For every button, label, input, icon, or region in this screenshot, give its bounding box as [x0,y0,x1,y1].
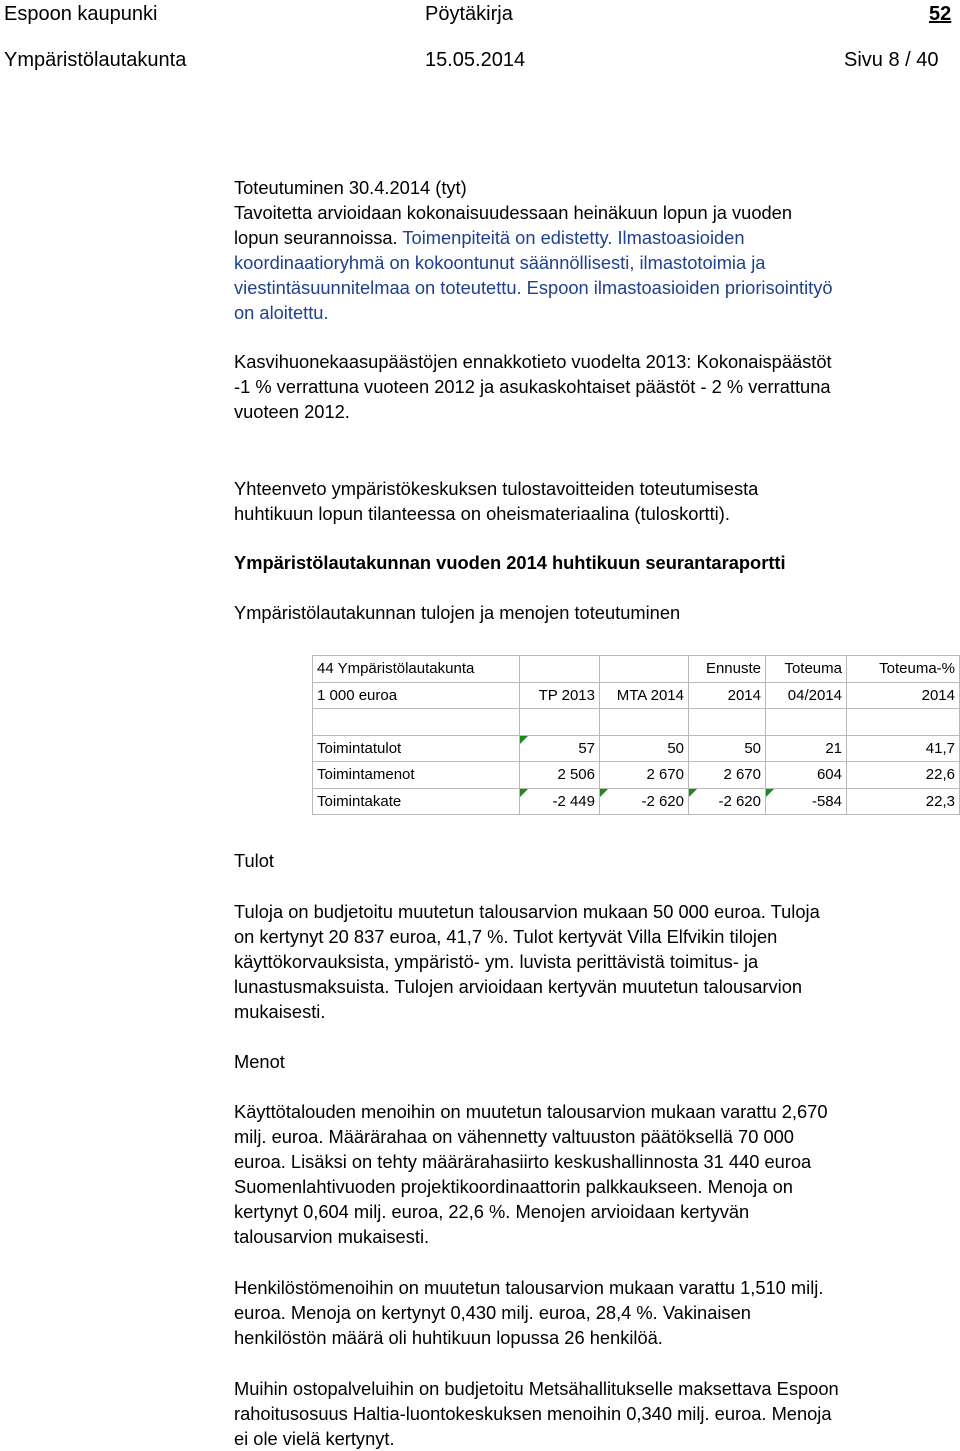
emissions-line: Kasvihuonekaasupäästöjen ennakkotieto vuodelta 2013: Kokonaispäästöt [234,351,832,372]
table-cell [766,709,847,736]
table-cell: 604 [766,762,847,789]
table-cell: 04/2014 [766,682,847,709]
table-cell-flagged: -2 620 [689,788,766,815]
finance-table [312,655,960,815]
table-cell-flagged: -584 [766,788,847,815]
table-cell-flagged: -2 620 [600,788,689,815]
header-org: Espoon kaupunki [4,3,158,25]
table-cell [600,656,689,683]
table-cell: 21 [766,735,847,762]
table-row [313,788,960,815]
table-cell [313,709,520,736]
table-row [313,762,960,789]
menot-line: rahoitusosuus Haltia-luontokeskuksen menoihin 0,340 milj. euroa. Menoja [234,1403,832,1424]
intro-line-blue-part: Toimenpiteitä on edistetty. Ilmastoasioiden [402,227,745,248]
intro-line-blue: viestintäsuunnitelmaa on toteutettu. Espoon ilmastoasioiden priorisointityö [234,277,833,298]
menot-line: Henkilöstömenoihin on muutetun talousarvion mukaan varattu 1,510 milj. [234,1277,824,1298]
menot-line: Muihin ostopalveluihin on budjetoitu Metsähallitukselle maksettava Espoon [234,1378,839,1399]
menot-line: talousarvion mukaisesti. [234,1226,430,1247]
intro-line-blue: koordinaatioryhmä on kokoontunut säännöllisesti, ilmastotoimia ja [234,252,766,273]
table-row-label: Toimintamenot [313,762,520,789]
menot-paragraph-1 [234,1099,828,1249]
menot-line: ei ole vielä kertynyt. [234,1428,395,1449]
tulot-line: lunastusmaksuista. Tulojen arvioidaan kertyvän muutetun talousarvion [234,976,803,997]
table-cell: 22,3 [847,788,960,815]
table-cell [847,709,960,736]
tulot-paragraph [234,899,820,1024]
header-section-number: 52 [929,3,952,25]
section-subtitle: Ympäristölautakunnan tulojen ja menojen toteutuminen [234,602,681,623]
menot-heading: Menot [234,1051,285,1072]
emissions-line: vuoteen 2012. [234,401,350,422]
intro-line-blue: on aloitettu. [234,302,329,323]
header-date: 15.05.2014 [425,49,526,71]
tulot-line: Tuloja on budjetoitu muutetun talousarvion mukaan 50 000 euroa. Tuloja [234,901,820,922]
table-cell-flagged: -2 449 [520,788,600,815]
menot-line: kertynyt 0,604 milj. euroa, 22,6 %. Menojen arvioidaan kertyvän [234,1201,750,1222]
header-doc-type: Pöytäkirja [425,3,513,25]
table-cell: 2 506 [520,762,600,789]
emissions-line: -1 % verrattuna vuoteen 2012 ja asukaskohtaiset päästöt - 2 % verrattuna [234,376,831,397]
table-header-row [313,682,960,709]
table-cell: 2014 [689,682,766,709]
menot-line: euroa. Lisäksi on tehty määrärahasiirto keskushallinnosta 31 440 euroa [234,1151,812,1172]
table-cell [520,709,600,736]
menot-line: euroa. Menoja on kertynyt 0,430 milj. euroa, 28,4 %. Vakinaisen [234,1302,751,1323]
menot-line: henkilöstön määrä oli huhtikuun lopussa 26 henkilöä. [234,1327,663,1348]
table-cell: Toteuma [766,656,847,683]
intro-line: Toteutuminen 30.4.2014 (tyt) [234,177,467,198]
tulot-line: on kertynyt 20 837 euroa, 41,7 %. Tulot kertyvät Villa Elfvikin tilojen [234,926,778,947]
table-cell: 50 [600,735,689,762]
table-cell: MTA 2014 [600,682,689,709]
summary-line: huhtikuun lopun tilanteessa on oheismateriaalina (tuloskortti). [234,503,730,524]
table-cell: 41,7 [847,735,960,762]
table-cell: 22,6 [847,762,960,789]
table-row-label: Toimintakate [313,788,520,815]
summary-line: Yhteenveto ympäristökeskuksen tulostavoitteiden toteutumisesta [234,478,759,499]
intro-paragraph [234,175,833,325]
table-spacer-row [313,709,960,736]
table-cell: Toteuma-% [847,656,960,683]
table-cell [689,709,766,736]
emissions-paragraph [234,349,832,424]
table-row-label: Toimintatulot [313,735,520,762]
table-header-row [313,656,960,683]
table-cell [600,709,689,736]
intro-line-mixed [234,225,833,250]
table-cell-flagged: 57 [520,735,600,762]
header-board: Ympäristölautakunta [4,49,187,71]
summary-paragraph [234,476,758,526]
menot-line: Suomenlahtivuoden projektikoordinaattorin palkkaukseen. Menoja on [234,1176,793,1197]
menot-line: milj. euroa. Määrärahaa on vähennetty valtuuston päätöksellä 70 000 [234,1126,794,1147]
table-cell: Ennuste [689,656,766,683]
tulot-line: mukaisesti. [234,1001,326,1022]
intro-line-black-part: lopun seurannoissa. [234,227,403,248]
table-cell [520,656,600,683]
table-cell: 2014 [847,682,960,709]
intro-line: Tavoitetta arvioidaan kokonaisuudessaan heinäkuun lopun ja vuoden [234,202,792,223]
header-page: Sivu 8 / 40 [844,49,939,71]
menot-paragraph-2 [234,1275,823,1350]
table-cell: 2 670 [600,762,689,789]
tulot-heading: Tulot [234,850,274,871]
table-row [313,735,960,762]
table-cell: 1 000 euroa [313,682,520,709]
table-cell: TP 2013 [520,682,600,709]
menot-paragraph-3 [234,1376,839,1451]
table-cell: 2 670 [689,762,766,789]
menot-line: Käyttötalouden menoihin on muutetun talousarvion mukaan varattu 2,670 [234,1101,828,1122]
tulot-line: käyttökorvauksista, ympäristö- ym. luvista perittävistä toimitus- ja [234,951,759,972]
report-title: Ympäristölautakunnan vuoden 2014 huhtikuun seurantaraportti [234,552,786,573]
table-cell: 50 [689,735,766,762]
table-cell: 44 Ympäristölautakunta [313,656,520,683]
